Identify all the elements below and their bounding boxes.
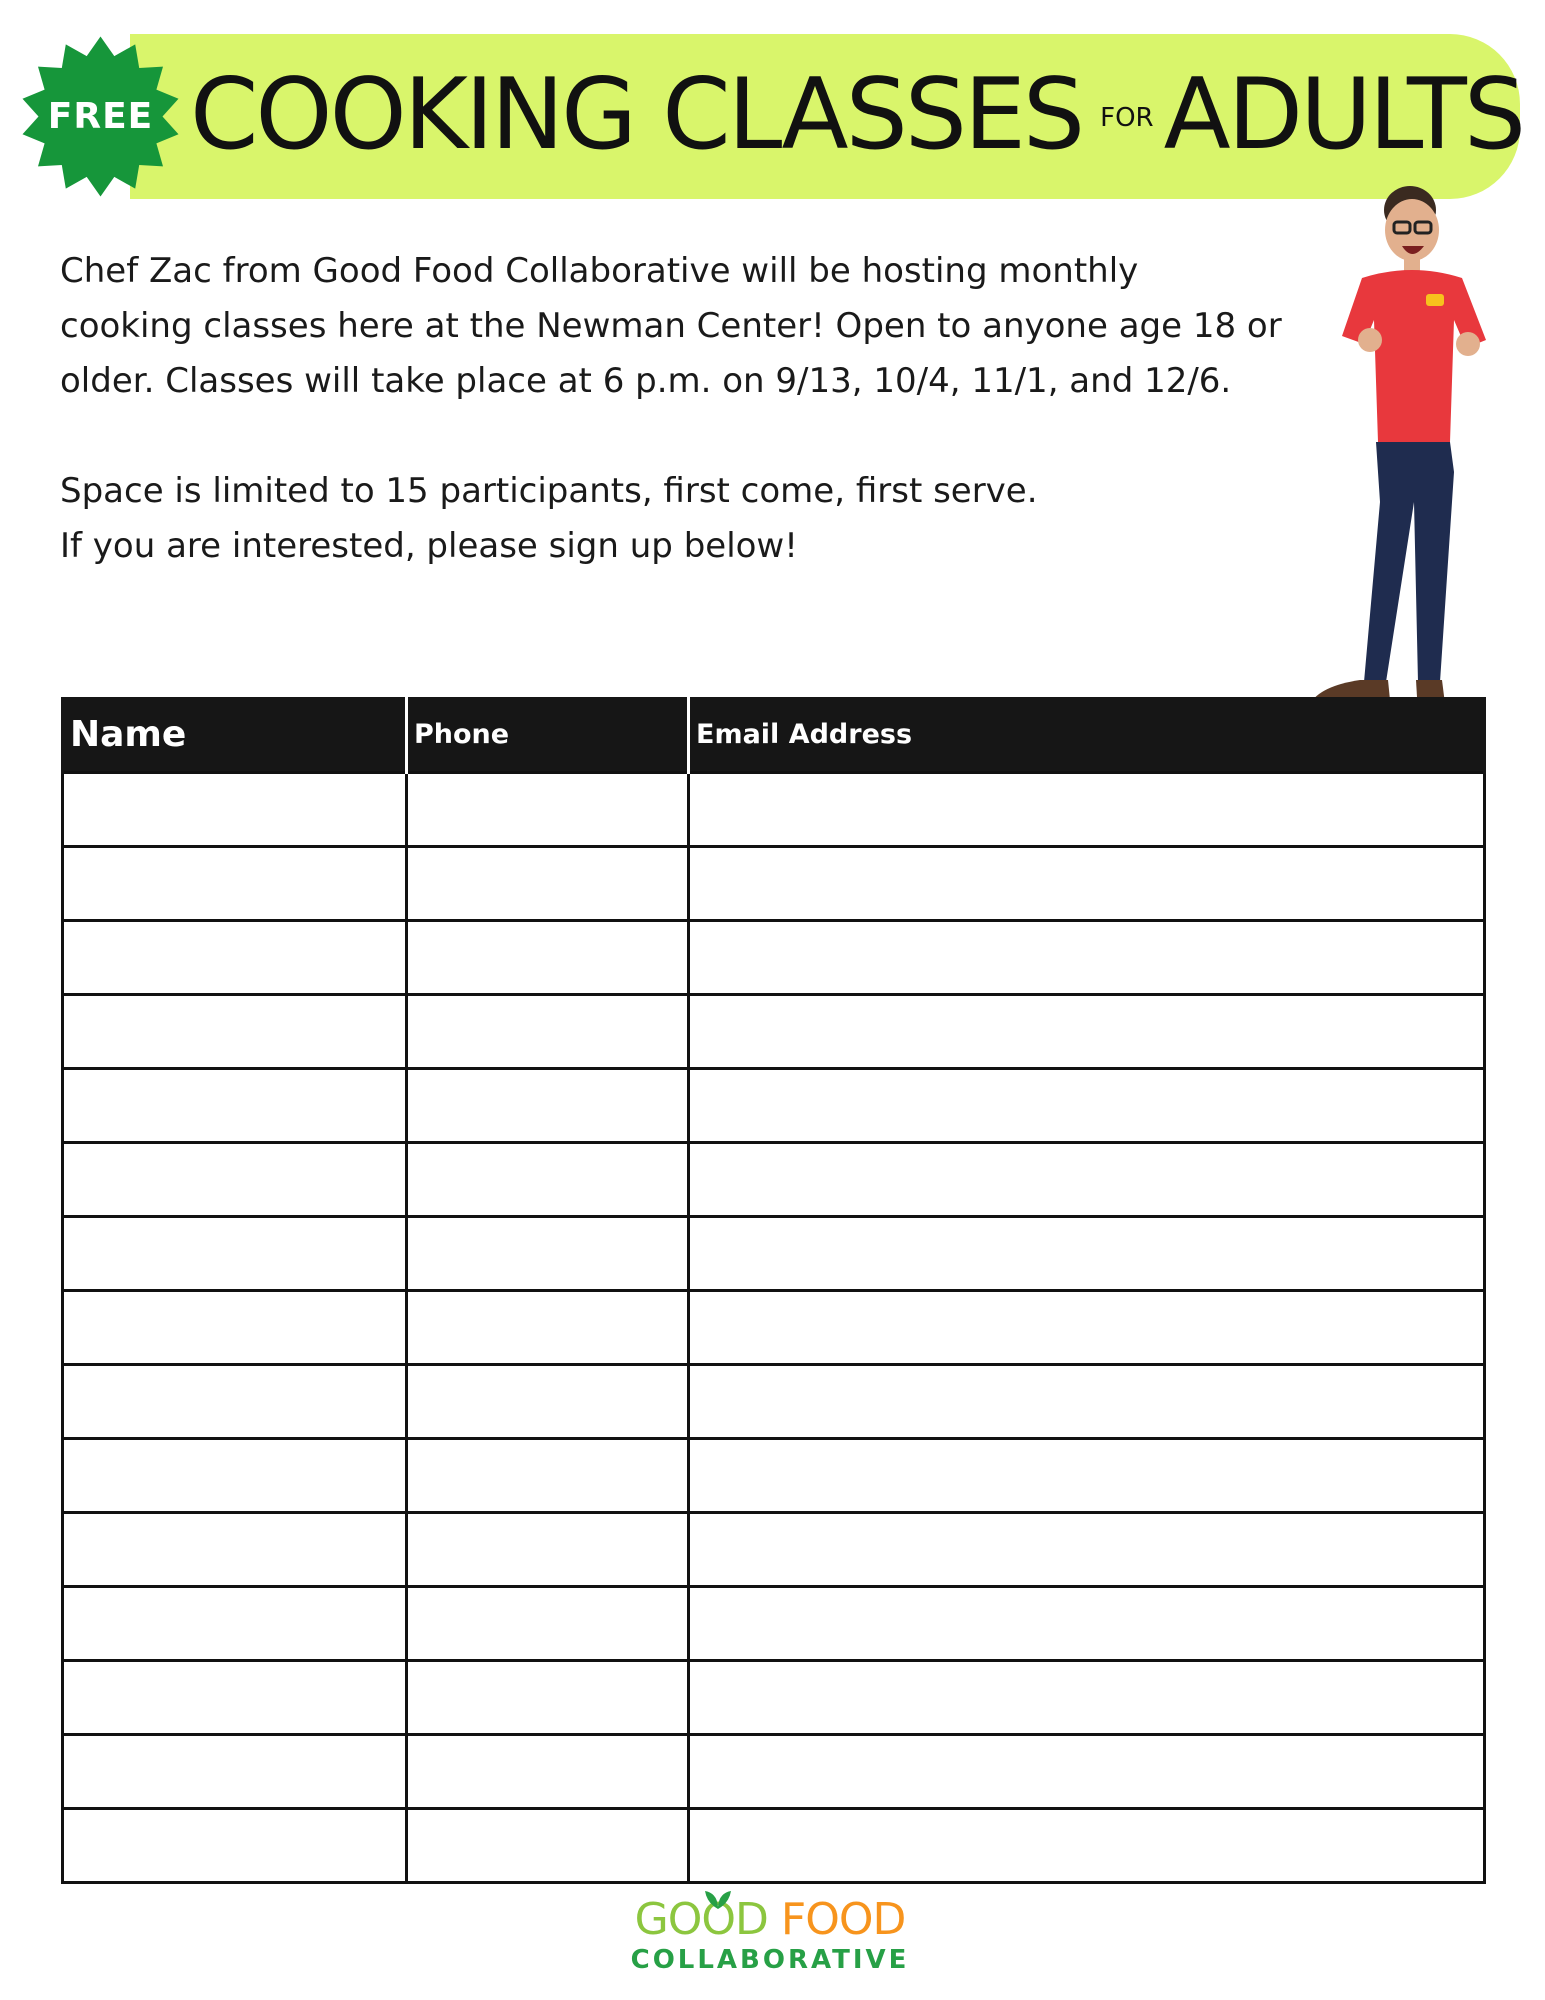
name-cell[interactable] xyxy=(63,1587,407,1661)
table-row xyxy=(63,1365,1485,1439)
phone-cell[interactable] xyxy=(407,1143,689,1217)
column-header-phone: Phone xyxy=(407,697,689,773)
phone-cell[interactable] xyxy=(407,847,689,921)
name-cell[interactable] xyxy=(63,1291,407,1365)
phone-cell[interactable] xyxy=(407,995,689,1069)
table-row xyxy=(63,1735,1485,1809)
phone-cell[interactable] xyxy=(407,1217,689,1291)
email-cell[interactable] xyxy=(689,773,1485,847)
phone-cell[interactable] xyxy=(407,1809,689,1883)
email-cell[interactable] xyxy=(689,921,1485,995)
signup-table xyxy=(61,697,1486,1884)
free-badge-label: FREE xyxy=(47,96,154,137)
email-cell[interactable] xyxy=(689,1587,1485,1661)
email-cell[interactable] xyxy=(689,995,1485,1069)
intro-line: Chef Zac from Good Food Collaborative will be hosting monthly xyxy=(60,251,1139,291)
email-cell[interactable] xyxy=(689,1365,1485,1439)
table-row xyxy=(63,1513,1485,1587)
name-cell[interactable] xyxy=(63,773,407,847)
table-row xyxy=(63,1143,1485,1217)
title-end: ADULTS xyxy=(1163,58,1524,172)
phone-cell[interactable] xyxy=(407,1661,689,1735)
email-cell[interactable] xyxy=(689,1513,1485,1587)
phone-cell[interactable] xyxy=(407,1439,689,1513)
intro-text xyxy=(60,244,1350,574)
table-row xyxy=(63,773,1485,847)
email-cell[interactable] xyxy=(689,847,1485,921)
email-cell[interactable] xyxy=(689,1735,1485,1809)
title-main: COOKING CLASSES xyxy=(190,58,1083,172)
page-title xyxy=(190,58,1523,178)
table-row xyxy=(63,1069,1485,1143)
table-row xyxy=(63,1217,1485,1291)
email-cell[interactable] xyxy=(689,1217,1485,1291)
logo-word-food: FOOD xyxy=(780,1894,906,1945)
email-cell[interactable] xyxy=(689,1069,1485,1143)
phone-cell[interactable] xyxy=(407,773,689,847)
phone-cell[interactable] xyxy=(407,1587,689,1661)
good-food-collaborative-logo xyxy=(620,1895,920,1990)
table-row xyxy=(63,921,1485,995)
name-cell[interactable] xyxy=(63,847,407,921)
name-cell[interactable] xyxy=(63,1069,407,1143)
column-header-name: Name xyxy=(63,697,407,773)
name-cell[interactable] xyxy=(63,1365,407,1439)
intro-line: Space is limited to 15 participants, first come, first serve. xyxy=(60,471,1038,511)
logo-word-collaborative: COLLABORATIVE xyxy=(630,1945,910,1975)
table-header-row xyxy=(63,697,1485,773)
logo-word-good: GOOD xyxy=(634,1894,768,1945)
name-cell[interactable] xyxy=(63,995,407,1069)
table-row xyxy=(63,1809,1485,1883)
intro-line: cooking classes here at the Newman Center! Open to anyone age 18 or xyxy=(60,306,1282,346)
name-cell[interactable] xyxy=(63,1809,407,1883)
table-row xyxy=(63,995,1485,1069)
email-cell[interactable] xyxy=(689,1143,1485,1217)
name-cell[interactable] xyxy=(63,1661,407,1735)
phone-cell[interactable] xyxy=(407,1069,689,1143)
name-cell[interactable] xyxy=(63,1217,407,1291)
phone-cell[interactable] xyxy=(407,1513,689,1587)
chef-photo-icon xyxy=(1290,172,1535,737)
intro-line: older. Classes will take place at 6 p.m. on 9/13, 10/4, 11/1, and 12/6. xyxy=(60,361,1232,401)
name-cell[interactable] xyxy=(63,1143,407,1217)
phone-cell[interactable] xyxy=(407,1291,689,1365)
name-cell[interactable] xyxy=(63,921,407,995)
intro-line: If you are interested, please sign up below! xyxy=(60,526,798,566)
email-cell[interactable] xyxy=(689,1439,1485,1513)
phone-cell[interactable] xyxy=(407,921,689,995)
name-cell[interactable] xyxy=(63,1735,407,1809)
email-cell[interactable] xyxy=(689,1291,1485,1365)
table-row xyxy=(63,847,1485,921)
column-header-email: Email Address xyxy=(689,697,1485,773)
table-row xyxy=(63,1587,1485,1661)
leaf-icon xyxy=(703,1889,733,1909)
logo-wordmark xyxy=(620,1895,920,1945)
table-row xyxy=(63,1439,1485,1513)
phone-cell[interactable] xyxy=(407,1735,689,1809)
phone-cell[interactable] xyxy=(407,1365,689,1439)
name-cell[interactable] xyxy=(63,1513,407,1587)
email-cell[interactable] xyxy=(689,1661,1485,1735)
table-row xyxy=(63,1661,1485,1735)
title-connector: FOR xyxy=(1100,103,1154,133)
table-row xyxy=(63,1291,1485,1365)
email-cell[interactable] xyxy=(689,1809,1485,1883)
name-cell[interactable] xyxy=(63,1439,407,1513)
